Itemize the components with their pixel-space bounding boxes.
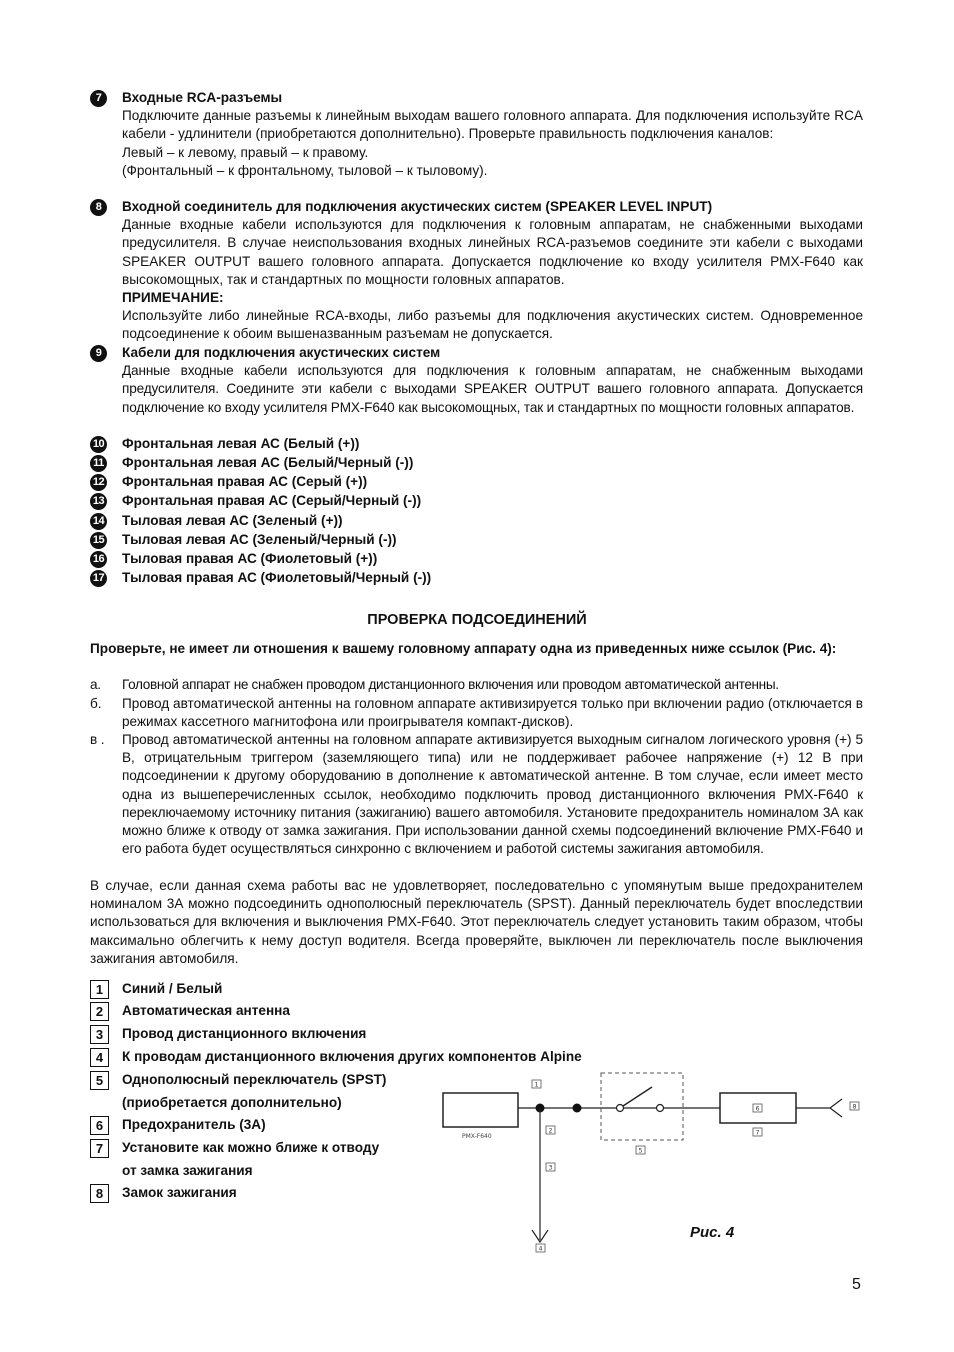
legend-item: Предохранитель (3А): [122, 1117, 266, 1132]
amplifier-box: [443, 1093, 518, 1127]
tag-5: 5: [638, 1147, 643, 1155]
item-body: [122, 216, 863, 343]
legend-item: К проводам дистанционного включения других компонентов Alpine: [122, 1049, 582, 1064]
legend-number: 5: [90, 1071, 109, 1090]
ignition-arrow: [830, 1099, 842, 1117]
case-a: [90, 676, 863, 694]
legend-number: 2: [90, 1002, 109, 1021]
legend-item: Провод дистанционного включения: [122, 1026, 367, 1041]
tag-8: 8: [852, 1103, 857, 1111]
item-7: [90, 89, 863, 180]
wire-label: Фронтальная правая АС (Серый (+)): [122, 474, 368, 489]
item-9: [90, 344, 863, 417]
switch-contact: [657, 1105, 664, 1112]
wire-label: Фронтальная левая АС (Белый/Черный (-)): [122, 455, 414, 470]
legend-item: Установите как можно ближе к отводу: [122, 1140, 380, 1155]
wire-16: [90, 550, 863, 568]
case-text: Провод автоматической антенны на головном аппарате активизируется выходным сигналом логического уровня (+) 5 В, отрицательным триггером (заземляющего типа) или не поддерживает рабочее напряжение (+) 12 В при подсоединении к другому оборудованию в дополнение к автоматической антенне. В том случае, если имеет место одна из вышеперечисленных ссылок, необходимо подключить провод дистанционного включения PMX-F640 к переключаемому источнику питания (зажиганию) вашего автомобиля. Установите предохранитель номиналом 3А как можно ближе к отводу от замка зажигания. При использовании данной схемы подсоединений включение PMX-F640 и его работа будет осуществляться синхронно с включением и работой системы зажигания автомобиля.: [122, 732, 863, 857]
number-badge: 7: [90, 90, 107, 107]
wire-10: [90, 435, 863, 453]
number-badge: 14: [90, 513, 107, 530]
case-label: а.: [90, 677, 101, 692]
number-badge: 15: [90, 532, 107, 549]
wire-label: Фронтальная правая АС (Серый/Черный (-)): [122, 493, 422, 508]
item-body: [122, 107, 863, 180]
amplifier-label: PMX-F640: [462, 1133, 492, 1140]
case-text: Провод автоматической антенны на головном аппарате активизируется только при включении радио (отключается в режимах кассетного магнитофона или проигрывателя компакт-дисков).: [122, 696, 863, 730]
page-number: 5: [852, 1276, 861, 1293]
wire-13: [90, 492, 863, 510]
legend-number: 4: [90, 1048, 109, 1067]
tag-1: 1: [534, 1081, 539, 1089]
legend-number: 6: [90, 1116, 109, 1135]
item-title: Входной соединитель для подключения акустических систем (SPEAKER LEVEL INPUT): [122, 199, 713, 214]
legend-number: 1: [90, 980, 109, 999]
figure-label: Рис. 4: [690, 1224, 735, 1241]
item-text: Данные входные кабели используются для подключения к головным аппаратам, не снабженным выходами предусилителя. Соедините эти кабели с выходами SPEAKER OUTPUT вашего головного аппарата. Допускается подключение ко входу усилителя PMX-F640 как высокомощных, так и стандартных по мощности головных аппаратов.: [122, 363, 863, 415]
legend-number: 7: [90, 1139, 109, 1158]
note-text: Используйте либо линейные RCA-входы, либо разъемы для подключения акустических систем. Одновременное подсоединение к обоим вышеназванным разъемам не допускается.: [122, 308, 863, 342]
item-title: Кабели для подключения акустических систем: [122, 345, 441, 360]
legend-item: (приобретается дополнительно): [122, 1095, 342, 1110]
legend-item: Синий / Белый: [122, 981, 223, 996]
number-badge: 8: [90, 199, 107, 216]
case-c: [90, 731, 863, 858]
wire-label: Тыловая левая АС (Зеленый/Черный (-)): [122, 532, 397, 547]
case-b: [90, 695, 863, 731]
case-label: б.: [90, 696, 102, 711]
wire-15: [90, 531, 863, 549]
wiring-diagram: [430, 1065, 870, 1265]
legend-item: от замка зажигания: [122, 1163, 253, 1178]
tag-2: 2: [548, 1127, 553, 1135]
number-badge: 12: [90, 474, 107, 491]
switch-lever: [623, 1087, 652, 1106]
legend-number: 3: [90, 1025, 109, 1044]
wire-17: [90, 569, 863, 587]
tag-4: 4: [538, 1245, 543, 1253]
wire-11: [90, 454, 863, 472]
item-text: Данные входные кабели используются для подключения к головным аппаратам, не снабженными выходами предусилителя. В случае неиспользования входных линейных RCA-разъемов соедините эти кабели с выходами SPEAKER OUTPUT вашего головного аппарата. Допускается подключение ко входу усилителя PMX-F640 как высокомощных, так и стандартных по мощности головных аппаратов.: [122, 217, 863, 287]
item-text: Левый – к левому, правый – к правому.: [122, 144, 369, 160]
wire-12: [90, 473, 863, 491]
wire-label: Тыловая правая АС (Фиолетовый (+)): [122, 551, 378, 566]
wire-label: Тыловая левая АС (Зеленый (+)): [122, 513, 343, 528]
item-text: (Фронтальный – к фронтальному, тыловой – к тыловому).: [122, 162, 488, 178]
legend-item: Однополюсный переключатель (SPST): [122, 1072, 387, 1087]
switch-box: [601, 1073, 683, 1140]
tag-7: 7: [755, 1129, 760, 1137]
item-8: [90, 198, 863, 344]
number-badge: 11: [90, 455, 107, 472]
number-badge: 16: [90, 551, 107, 568]
note-label: ПРИМЕЧАНИЕ:: [122, 290, 224, 306]
section-title: ПРОВЕРКА ПОДСОЕДИНЕНИЙ: [367, 612, 587, 628]
case-label: в .: [90, 732, 105, 747]
legend-number: 8: [90, 1184, 109, 1203]
legend-item: Автоматическая антенна: [122, 1003, 290, 1018]
switch-contact: [617, 1105, 624, 1112]
intro-text: Проверьте, не имеет ли отношения к вашему головному аппарату одна из приведенных ниже ссылок (Рис. 4):: [90, 641, 837, 656]
item-body: [122, 362, 863, 417]
tag-6: 6: [755, 1105, 760, 1113]
number-badge: 13: [90, 493, 107, 510]
legend-item: Замок зажигания: [122, 1185, 237, 1200]
number-badge: 10: [90, 436, 107, 453]
junction-dot: [573, 1104, 582, 1113]
number-badge: 9: [90, 345, 107, 362]
wire-14: [90, 512, 863, 530]
closing-text: В случае, если данная схема работы вас не удовлетворяет, последовательно с упомянутым выше предохранителем номиналом 3А можно подсоединить однополюсный переключатель (SPST). Данный переключатель будет впоследствии использоваться для включения и выключения PMX-F640. Этот переключатель следует установить таким образом, чтобы максимально облегчить к нему доступ водителя. Всегда проверяйте, выключен ли переключатель после выключения зажигания автомобиля.: [90, 878, 863, 966]
tag-3: 3: [548, 1164, 553, 1172]
item-text: Подключите данные разъемы к линейным выходам вашего головного аппарата. Для подключения используйте RCA кабели - удлинители (приобретаются дополнительно). Проверьте правильность подключения каналов:: [122, 108, 863, 142]
number-badge: 17: [90, 570, 107, 587]
wire-label: Тыловая правая АС (Фиолетовый/Черный (-)): [122, 570, 432, 585]
case-text: Головной аппарат не снабжен проводом дистанционного включения или проводом автоматической антенны.: [122, 677, 779, 692]
wire-label: Фронтальная левая АС (Белый (+)): [122, 436, 360, 451]
item-title: Входные RCA-разъемы: [122, 90, 283, 105]
